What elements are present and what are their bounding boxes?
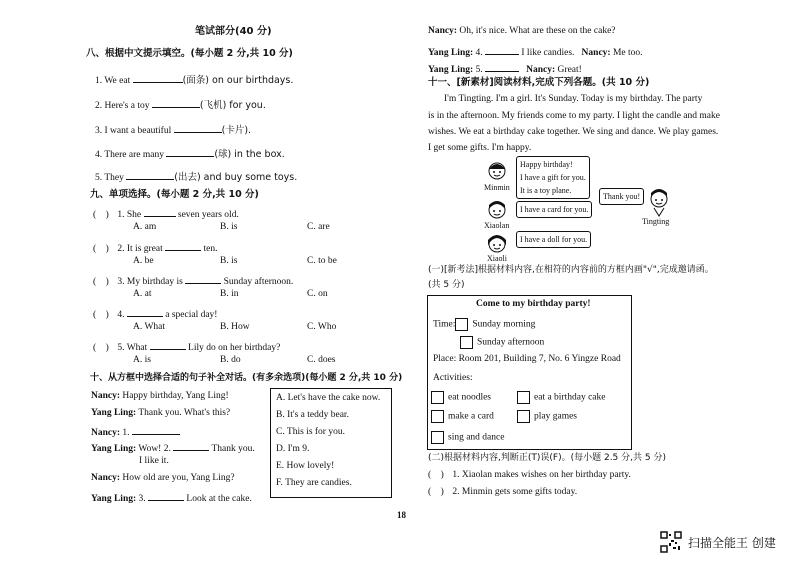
minmin-label: Minmin (484, 183, 510, 192)
part1-heading: (一)[新考法]根据材料内容,在相符的内容前的方框内画"√",完成邀请函。 (428, 265, 714, 275)
checkbox-play-games[interactable] (517, 410, 530, 423)
watermark: 扫描全能王 创建 (688, 536, 776, 550)
option-c: C. This is for you. (276, 427, 345, 437)
act-play-games: play games (517, 410, 577, 423)
checkbox-make-card[interactable] (431, 410, 444, 423)
s9-q3-b: B. in (220, 289, 239, 299)
part1-heading-b: (共 5 分) (428, 280, 465, 290)
xiaoli-bubble: I have a doll for you. (516, 231, 591, 248)
option-d: D. I'm 9. (276, 444, 310, 454)
dialog-cont-2: Yang Ling: 4. I like candies. Nancy: Me too. (428, 45, 643, 59)
time-row-1: Time: Sunday morning (433, 319, 536, 330)
s9-q5-a: A. is (133, 355, 151, 365)
passage-line-1: I'm Tingting. I'm a girl. It's Sunday. Today is my birthday. The party (444, 94, 703, 104)
s9-q4-a: A. What (133, 322, 166, 332)
s9-q3-a: A. at (133, 289, 152, 299)
qr-code-icon (660, 531, 682, 553)
s10-line-3: Nancy: 1. (91, 425, 180, 439)
checkbox-sing-dance[interactable] (431, 431, 444, 444)
place: Place: Room 201, Building 7, No. 6 Yingze Road (433, 354, 621, 364)
dialog-cont-1: Nancy: Oh, it's nice. What are these on the cake? (428, 26, 616, 36)
invite-title: Come to my birthday party! (476, 299, 591, 309)
s9-q3-c: C. on (307, 289, 328, 299)
s9-heading: 九、单项选择。(每小题 2 分,共 10 分) (90, 189, 259, 200)
s8-item-5: 5. They (出去) and buy some toys. (95, 172, 298, 183)
xiaoli-label: Xiaoli (487, 254, 507, 263)
s9-q1-a: A. am (133, 222, 157, 232)
tingting-label: Tingting (642, 217, 670, 226)
tingting-bubble: Thank you! (599, 188, 644, 205)
act-make-card: make a card (431, 410, 494, 423)
xiaolan-bubble: I have a card for you. (516, 201, 592, 218)
s9-q2-a: A. be (133, 256, 154, 266)
xiaolan-face-icon (485, 197, 509, 221)
checkbox-eat-noodles[interactable] (431, 391, 444, 404)
s9-q4: ( ) 4. a special day! (93, 307, 217, 321)
option-a: A. Let's have the cake now. (276, 393, 381, 403)
option-b: B. It's a teddy bear. (276, 410, 349, 420)
s9-q1: ( ) 1. She seven years old. (93, 207, 239, 221)
minmin-bubble: Happy birthday! I have a gift for you. It is a toy plane. (516, 156, 590, 199)
s9-q2: ( ) 2. It is great ten. (93, 241, 218, 255)
s9-q4-b: B. How (220, 322, 250, 332)
s9-q3: ( ) 3. My birthday is Sunday afternoon. (93, 274, 293, 288)
s9-q4-c: C. Who (307, 322, 337, 332)
act-eat-cake: eat a birthday cake (517, 391, 605, 404)
checkbox-sunday-afternoon[interactable] (460, 336, 473, 349)
minmin-face-icon (485, 158, 509, 182)
passage-line-4: I get some gifts. I'm happy. (428, 143, 532, 153)
option-f: F. They are candies. (276, 478, 352, 488)
s11-heading: 十一、[新素材]阅读材料,完成下列各题。(共 10 分) (428, 77, 650, 88)
xiaoli-face-icon (485, 231, 509, 255)
s8-item-4: 4. There are many (球) in the box. (95, 149, 285, 160)
dialog-cont-3: Yang Ling: 5. Nancy: Great! (428, 62, 582, 76)
s10-line-5: I like it. (139, 456, 169, 466)
act-sing-dance: sing and dance (431, 431, 504, 444)
s10-line-1: Nancy: Happy birthday, Yang Ling! (91, 391, 229, 401)
time-row-2: Sunday afternoon (460, 336, 544, 349)
s8-item-2: 2. Here's a toy (飞机) for you. (95, 100, 266, 111)
s10-line-2: Yang Ling: Thank you. What's this? (91, 408, 231, 418)
s9-q2-b: B. is (220, 256, 238, 266)
act-eat-noodles: eat noodles (431, 391, 491, 404)
s8-item-3: 3. I want a beautiful (卡片). (95, 125, 252, 136)
section-title: 笔试部分(40 分) (195, 26, 272, 37)
tf-item-2: ( ) 2. Minmin gets some gifts today. (428, 487, 578, 497)
passage-line-3: wishes. We eat a birthday cake together. We sing and dance. We play games. (428, 127, 719, 137)
s9-q1-b: B. is (220, 222, 238, 232)
s9-q5-b: B. do (220, 355, 241, 365)
s10-heading: 十、从方框中选择合适的句子补全对话。(有多余选项)(每小题 2 分,共 10 分) (90, 373, 403, 383)
s9-q1-c: C. are (307, 222, 330, 232)
passage-line-2: is in the afternoon. My friends come to my party. I light the candle and make (428, 111, 720, 121)
s9-q2-c: C. to be (307, 256, 337, 266)
activities-label: Activities: (433, 373, 473, 383)
checkbox-eat-cake[interactable] (517, 391, 530, 404)
s8-heading: 八、根据中文提示填空。(每小题 2 分,共 10 分) (86, 48, 293, 59)
tf-item-1: ( ) 1. Xiaolan makes wishes on her birthday party. (428, 470, 631, 480)
s10-line-7: Yang Ling: 3. Look at the cake. (91, 491, 252, 505)
s9-q5: ( ) 5. What Lily do on her birthday? (93, 340, 280, 354)
xiaolan-label: Xiaolan (484, 221, 510, 230)
s10-line-6: Nancy: How old are you, Yang Ling? (91, 473, 235, 483)
option-e: E. How lovely! (276, 461, 335, 471)
s9-q5-c: C. does (307, 355, 336, 365)
checkbox-sunday-morning[interactable] (455, 318, 468, 331)
s8-item-1: 1. We eat (面条) on our birthdays. (95, 75, 294, 86)
s10-line-4: Yang Ling: Wow! 2. Thank you. (91, 441, 255, 455)
page-number: 18 (397, 510, 406, 520)
part2-heading: (二)根据材料内容,判断正(T)误(F)。(每小题 2.5 分,共 5 分) (428, 453, 666, 463)
tingting-face-icon (646, 187, 672, 217)
